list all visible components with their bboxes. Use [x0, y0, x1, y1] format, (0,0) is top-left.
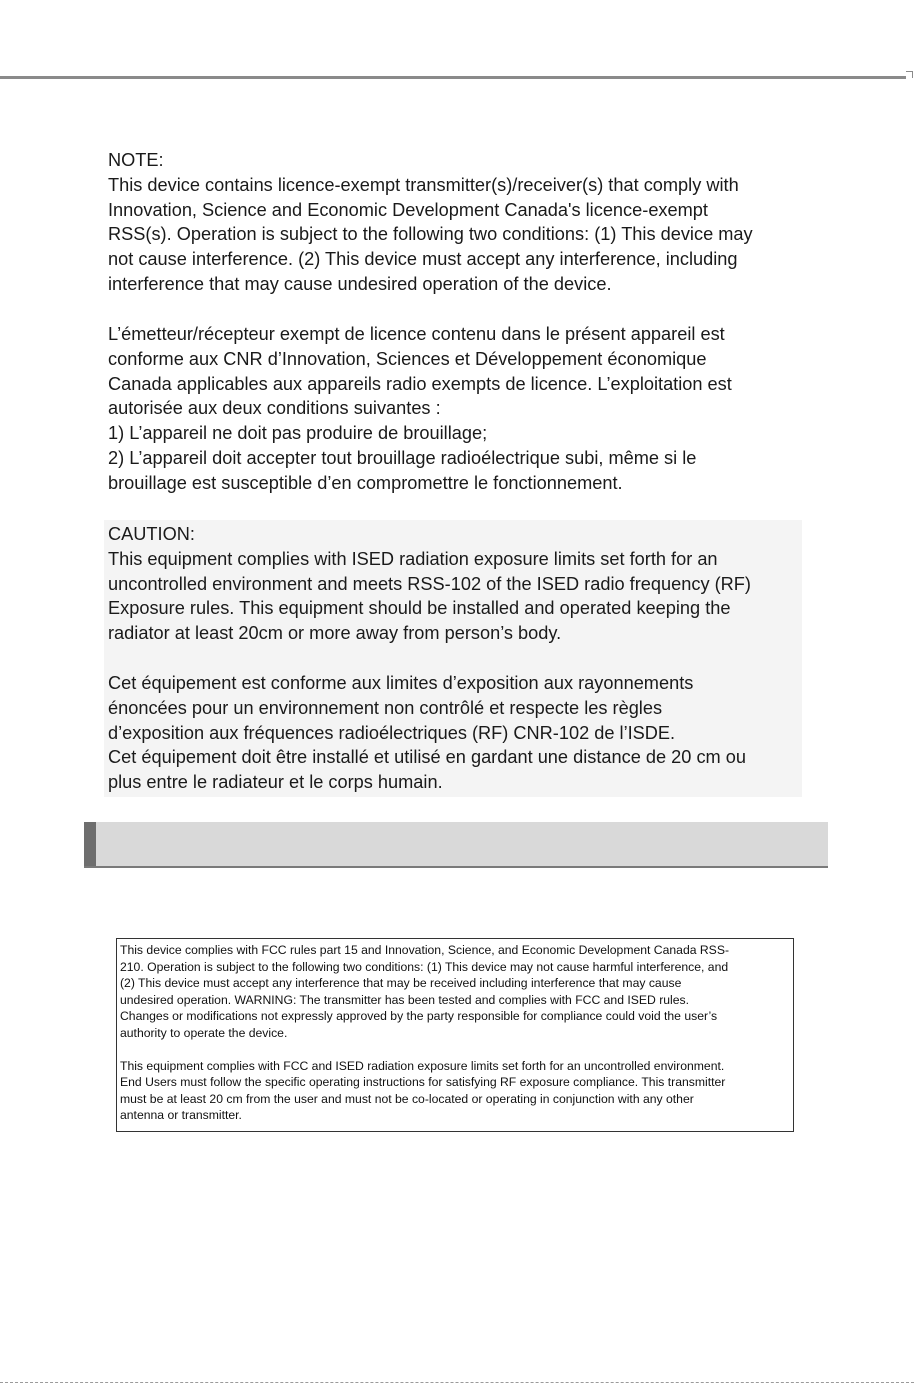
- fcc-statement-box: [116, 938, 794, 1132]
- caution-fr-line: plus entre le radiateur et le corps humain.: [108, 772, 443, 793]
- caution-fr-line: Cet équipement doit être installé et utilisé en gardant une distance de 20 cm ou: [108, 747, 746, 768]
- note-fr-line: Canada applicables aux appareils radio exempts de licence. L’exploitation est: [108, 373, 732, 394]
- section-header-bar: [84, 822, 828, 868]
- note-line: This device contains licence-exempt transmitter(s)/receiver(s) that comply with: [108, 174, 739, 195]
- fcc-line: Changes or modifications not expressly approved by the party responsible for compliance could void the user’s: [120, 1009, 718, 1024]
- caution-section: [108, 522, 808, 646]
- caution-heading: CAUTION:: [108, 524, 195, 544]
- caution-line: This equipment complies with ISED radiation exposure limits set forth for an: [108, 548, 718, 569]
- footer-rule: [0, 1382, 914, 1383]
- note-french-section: [108, 322, 808, 496]
- fcc-line: antenna or transmitter.: [120, 1108, 242, 1123]
- caution-line: Exposure rules. This equipment should be installed and operated keeping the: [108, 598, 731, 619]
- fcc-line: must be at least 20 cm from the user and must not be co-located or operating in conjunction with any other: [120, 1091, 694, 1106]
- caution-line: uncontrolled environment and meets RSS-102 of the ISED radio frequency (RF): [108, 573, 751, 594]
- note-line: not cause interference. (2) This device must accept any interference, including: [108, 249, 738, 270]
- fcc-line: This equipment complies with FCC and ISED radiation exposure limits set forth for an uncontrolled environment.: [120, 1058, 725, 1073]
- caution-fr-line: Cet équipement est conforme aux limites d’exposition aux rayonnements: [108, 673, 694, 693]
- caution-fr-line: énoncées pour un environnement non contrôlé et respecte les règles: [108, 697, 663, 718]
- caution-french-section: [108, 671, 808, 795]
- caution-fr-line: d’exposition aux fréquences radioélectriques (RF) CNR-102 de l’ISDE.: [108, 722, 676, 743]
- section-bar-accent: [84, 822, 96, 866]
- note-heading: NOTE:: [108, 150, 164, 170]
- note-fr-line: L’émetteur/récepteur exempt de licence contenu dans le présent appareil est: [108, 324, 725, 344]
- fcc-line: (2) This device must accept any interference that may be received including interference that may cause: [120, 976, 682, 991]
- note-line: interference that may cause undesired operation of the device.: [108, 273, 612, 294]
- note-fr-line: autorisée aux deux conditions suivantes :: [108, 398, 441, 419]
- note-fr-line: 2) L’appareil doit accepter tout brouillage radioélectrique subi, même si le: [108, 447, 697, 468]
- fcc-line: This device complies with FCC rules part 15 and Innovation, Science, and Economic Development Canada RSS-: [120, 943, 730, 957]
- note-fr-line: 1) L’appareil ne doit pas produire de brouillage;: [108, 423, 488, 444]
- note-section: [108, 148, 808, 297]
- caution-line: radiator at least 20cm or more away from person’s body.: [108, 623, 562, 644]
- note-fr-line: conforme aux CNR d’Innovation, Sciences et Développement économique: [108, 348, 707, 369]
- fcc-line: undesired operation. WARNING: The transmitter has been tested and complies with FCC and ISED rules.: [120, 992, 690, 1007]
- fcc-line: 210. Operation is subject to the following two conditions: (1) This device may not cause harmful interference, and: [120, 959, 729, 974]
- note-line: Innovation, Science and Economic Development Canada's licence-exempt: [108, 199, 708, 220]
- header-rule: [0, 76, 906, 79]
- note-fr-line: brouillage est susceptible d’en compromettre le fonctionnement.: [108, 472, 623, 493]
- note-line: RSS(s). Operation is subject to the following two conditions: (1) This device may: [108, 224, 753, 245]
- paragraph-gap: [120, 1042, 789, 1058]
- header-rule-corner: [906, 71, 913, 78]
- fcc-line: End Users must follow the specific operating instructions for satisfying RF exposure compliance. This transmitter: [120, 1075, 726, 1090]
- fcc-line: authority to operate the device.: [120, 1025, 288, 1040]
